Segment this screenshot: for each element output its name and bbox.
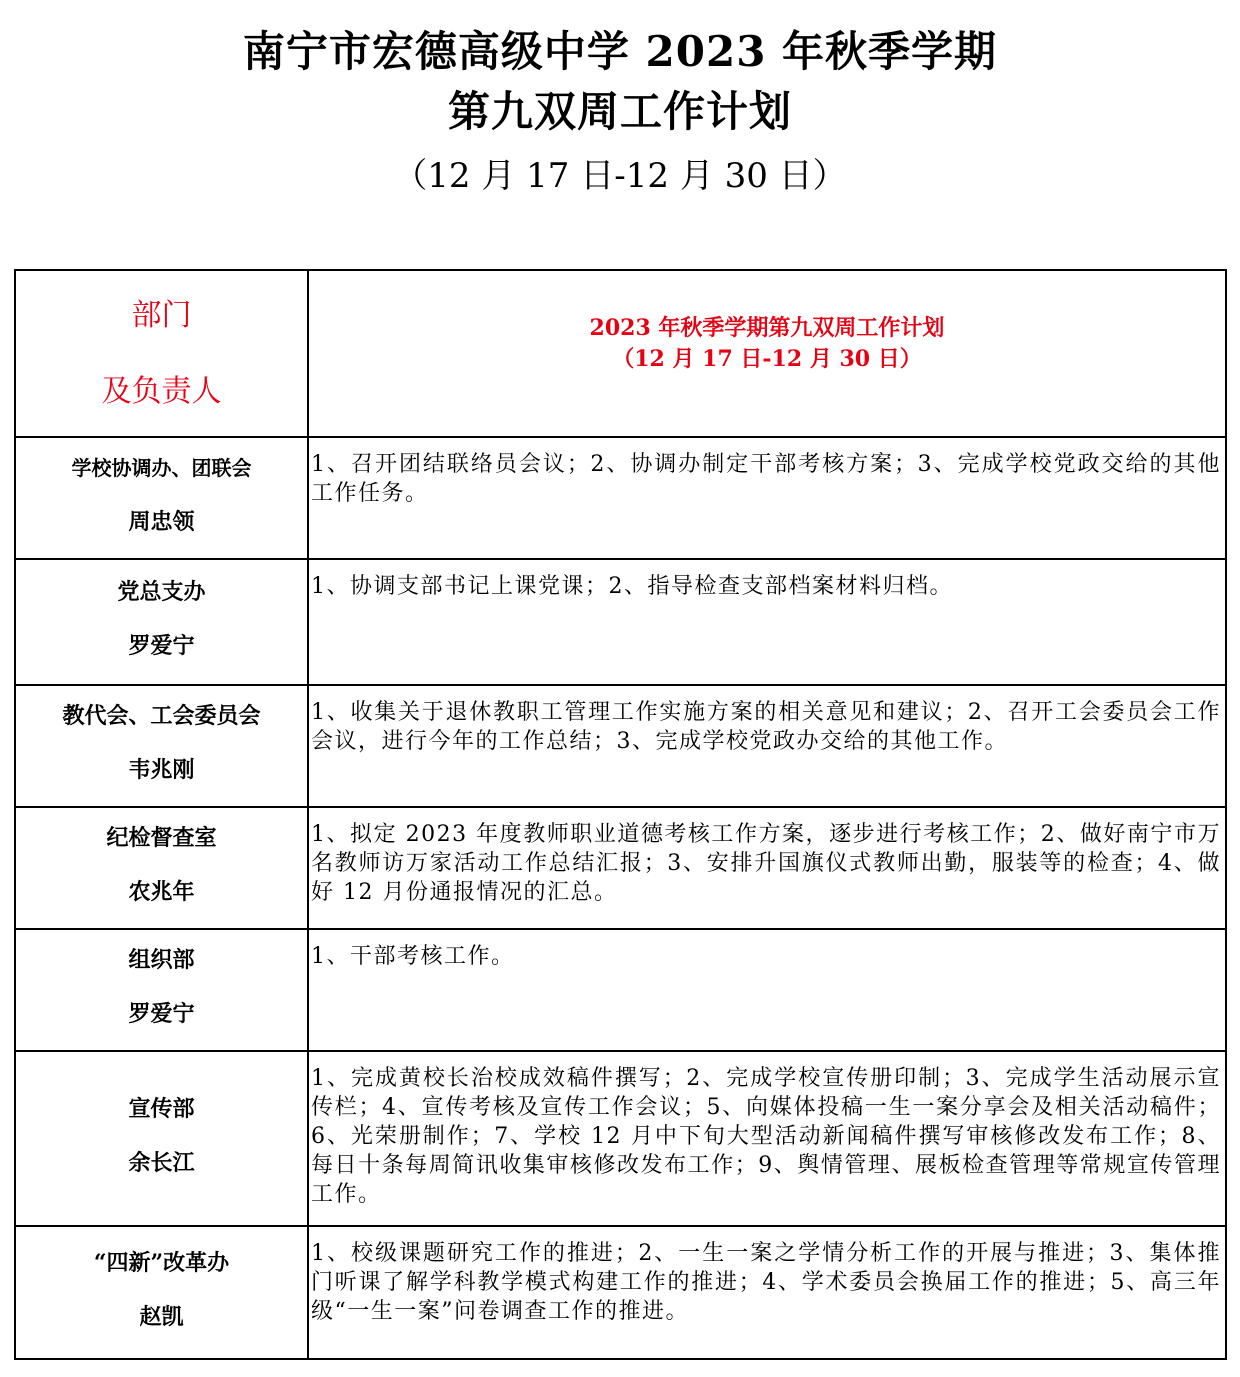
dept-cell [15, 807, 308, 929]
plan-cell: 1、干部考核工作。 [308, 929, 1226, 1051]
plan-cell: 1、校级课题研究工作的推进；2、一生一案之学情分析工作的开展与推进；3、集体推门听课了解学科教学模式构建工作的推进；4、学术委员会换届工作的推进；5、高三年级“一生一案”问卷调查工作的推进。 [308, 1226, 1226, 1359]
dept-name: 组织部 [128, 947, 195, 973]
table-row [15, 929, 1226, 1051]
dept-name: 学校协调办、团联会 [71, 456, 252, 480]
dept-cell [15, 1226, 308, 1359]
work-plan-table [14, 269, 1227, 1360]
dept-name: 党总支办 [117, 579, 206, 605]
document-title-line-2: 第九双周工作计划 [447, 87, 792, 136]
dept-person: 赵凯 [139, 1303, 184, 1330]
document-title-line-1: 南宁市宏德高级中学 2023 年秋季学期 [242, 27, 998, 76]
table-header-row [15, 270, 1226, 437]
header-dept-label: 部门 [131, 297, 192, 333]
dept-person: 余长江 [128, 1149, 195, 1176]
table-row [15, 559, 1226, 685]
dept-name: 纪检督查室 [106, 825, 217, 851]
dept-person: 韦兆刚 [128, 757, 195, 783]
dept-person: 农兆年 [128, 879, 195, 905]
table-row [15, 1226, 1226, 1359]
dept-name: 教代会、工会委员会 [62, 703, 261, 729]
plan-cell: 1、协调支部书记上课党课；2、指导检查支部档案材料归档。 [308, 559, 1226, 685]
dept-cell [15, 437, 308, 559]
table-row [15, 685, 1226, 807]
document-header [0, 22, 1240, 204]
table-row [15, 437, 1226, 559]
dept-name: 宣传部 [128, 1095, 195, 1122]
dept-name: “四新”改革办 [93, 1249, 230, 1276]
dept-person: 周忠领 [128, 509, 195, 535]
dept-cell [15, 929, 308, 1051]
table-row [15, 1051, 1226, 1226]
plan-cell: 1、收集关于退休教职工管理工作实施方案的相关意见和建议；2、召开工会委员会工作会议，进行今年的工作总结；3、完成学校党政办交给的其他工作。 [308, 685, 1226, 807]
plan-cell: 1、召开团结联络员会议；2、协调办制定干部考核方案；3、完成学校党政交给的其他工作任务。 [308, 437, 1226, 559]
dept-person: 罗爱宁 [128, 1001, 195, 1027]
dept-person: 罗爱宁 [128, 633, 195, 659]
header-plan-date: （12 月 17 日-12 月 30 日） [612, 345, 922, 372]
document-date-range: （12 月 17 日-12 月 30 日） [393, 156, 847, 196]
plan-cell: 1、完成黄校长治校成效稿件撰写；2、完成学校宣传册印制；3、完成学生活动展示宣传栏；4、宣传考核及宣传工作会议；5、向媒体投稿一生一案分享会及相关活动稿件；6、光荣册制作；7、学校 12 月中下旬大型活动新闻稿件撰写审核修改发布工作；8、每日十条每周简讯收集审核修改发布工作；9、舆情管理、展板检查管理等常规宣传管理工作。 [308, 1051, 1226, 1226]
header-dept-cell [15, 270, 308, 437]
dept-cell [15, 685, 308, 807]
dept-cell [15, 1051, 308, 1226]
plan-cell: 1、拟定 2023 年度教师职业道德考核工作方案，逐步进行考核工作；2、做好南宁市万名教师访万家活动工作总结汇报；3、安排升国旗仪式教师出勤，服装等的检查；4、做好 12 月份通报情况的汇总。 [308, 807, 1226, 929]
header-owner-label: 及负责人 [101, 373, 222, 409]
dept-cell [15, 559, 308, 685]
header-plan-title: 2023 年秋季学期第九双周工作计划 [589, 314, 945, 341]
table-row [15, 807, 1226, 929]
header-plan-cell [308, 270, 1226, 437]
